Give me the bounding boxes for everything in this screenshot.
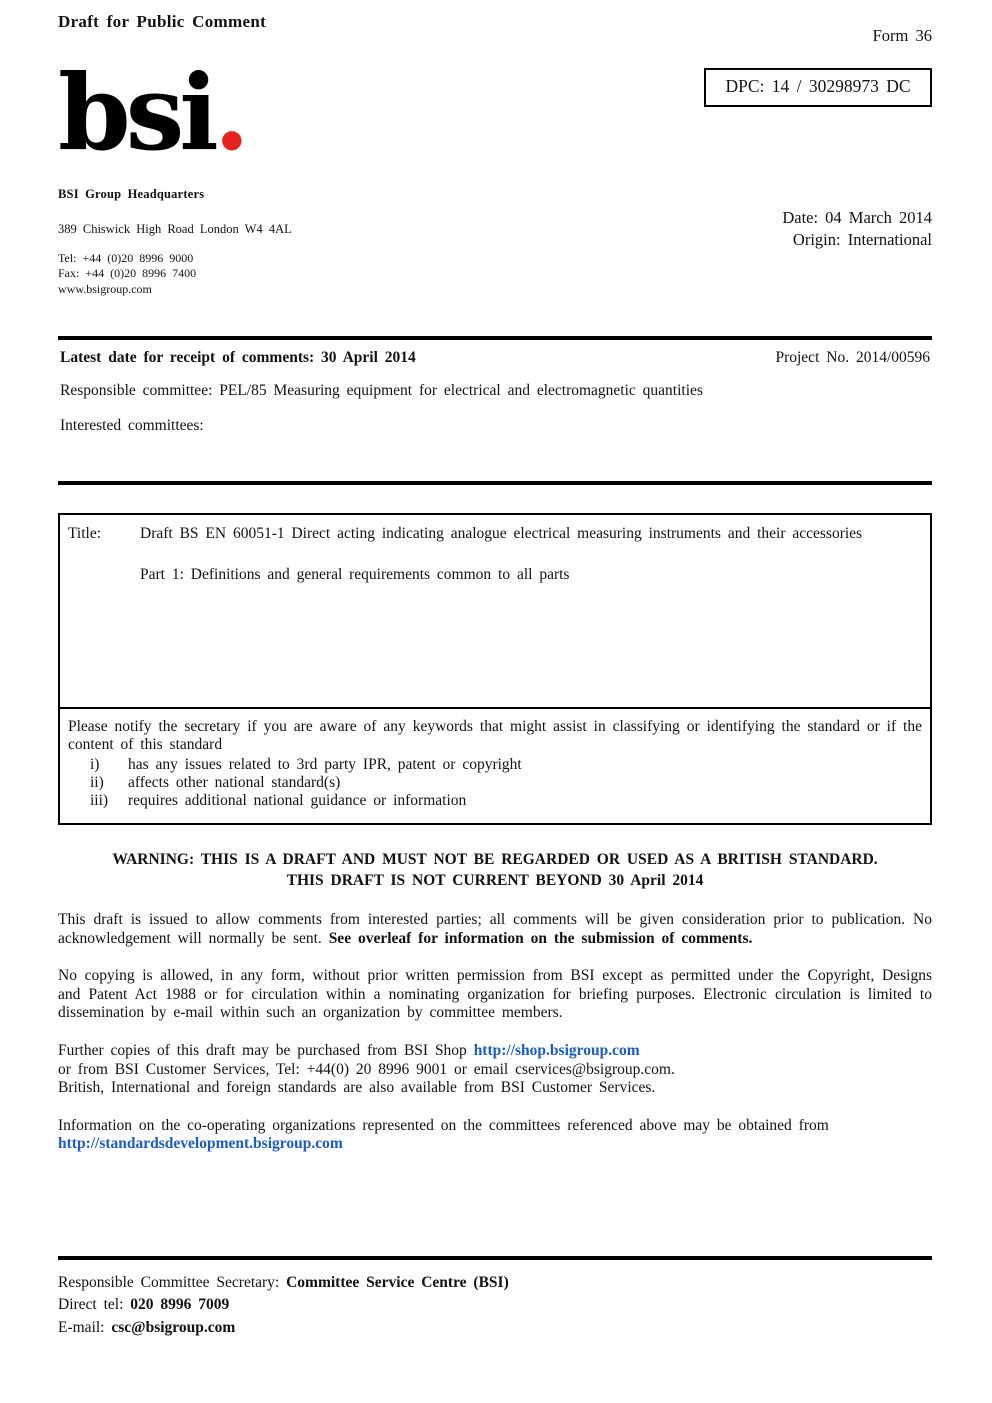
keywords-list — [68, 756, 922, 810]
paragraph-text: Information on the co-operating organizations represented on the committees referenced above may be obtained from — [58, 1116, 829, 1134]
standard-title-line: Draft BS EN 60051-1 Direct acting indicating analogue electrical measuring instruments and their accessories — [140, 524, 863, 542]
keywords-notify-box — [58, 707, 932, 825]
see-overleaf-bold-text: See overleaf for information on the submission of comments. — [328, 929, 753, 947]
bsi-logo-red-dot: . — [213, 51, 245, 174]
meta-column — [704, 64, 932, 298]
warning-line-1: WARNING: THIS IS A DRAFT AND MUST NOT BE REGARDED OR USED AS A BRITISH STANDARD. — [112, 850, 878, 868]
latest-date-for-comments: Latest date for receipt of comments: 30 April 2014 — [60, 348, 416, 366]
email-label: E-mail: — [58, 1318, 112, 1336]
interested-committees: Interested committees: — [60, 416, 204, 434]
list-item — [68, 792, 922, 810]
title-content — [140, 525, 862, 584]
secretary-label: Responsible Committee Secretary: — [58, 1273, 287, 1291]
hq-title: BSI Group Headquarters — [58, 186, 205, 201]
direct-tel-value: 020 8996 7009 — [130, 1296, 230, 1314]
further-copies-line-1 — [58, 1042, 932, 1061]
warning-line-2: THIS DRAFT IS NOT CURRENT BEYOND 30 April 2014 — [286, 872, 704, 890]
title-label: Title: — [68, 524, 102, 542]
paragraph-further-copies — [58, 1042, 932, 1098]
further-copies-line-2: or from BSI Customer Services, Tel: +44(0) 20 8996 9001 or email cservices@bsigroup.com. — [58, 1060, 675, 1078]
title-row — [68, 525, 922, 584]
list-item-marker: iii) — [90, 791, 109, 809]
draft-warning — [58, 849, 932, 892]
responsible-committee: Responsible committee: PEL/85 Measuring equipment for electrical and electromagnetic quantities — [60, 381, 703, 399]
divider-bar-middle — [58, 481, 932, 485]
hq-address: 389 Chiswick High Road London W4 4AL — [58, 221, 292, 236]
list-item — [68, 756, 922, 774]
hq-fax: Fax: +44 (0)20 8996 7400 — [58, 266, 197, 281]
footer-section — [58, 1260, 932, 1339]
comments-info-section — [58, 340, 932, 481]
latest-date-row — [60, 349, 930, 367]
footer-spacer — [58, 1154, 932, 1256]
bsi-info-column — [58, 51, 292, 298]
paragraph-cooperating-orgs — [58, 1117, 932, 1154]
project-number: Project No. 2014/00596 — [775, 348, 930, 366]
further-copies-line-3: British, International and foreign standards are also available from BSI Customer Services. — [58, 1079, 656, 1097]
page-header — [58, 12, 932, 46]
list-item-text: requires additional national guidance or information — [128, 791, 467, 809]
paragraph-no-copying: No copying is allowed, in any form, without prior written permission from BSI except as permitted under the Copyright, Designs and Patent Act 1988 or for circulation within a nominating organization for briefing purposes. Electronic circulation is limited to dissemination by e-mail within such an organization by committee members. — [58, 967, 932, 1022]
direct-tel-line — [58, 1294, 932, 1316]
list-item-marker: ii) — [90, 773, 104, 791]
hq-contact-block — [58, 251, 292, 298]
list-item-text: has any issues related to 3rd party IPR, patent or copyright — [128, 755, 522, 773]
form-number: Form 36 — [872, 26, 932, 45]
email-line — [58, 1317, 932, 1339]
date-line: Date: 04 March 2014 — [782, 208, 932, 227]
bsi-logo — [58, 51, 292, 174]
direct-tel-label: Direct tel: — [58, 1296, 131, 1314]
standards-development-link[interactable]: http://standardsdevelopment.bsigroup.com — [58, 1135, 343, 1153]
date-origin-block — [704, 207, 932, 252]
title-box — [58, 513, 932, 709]
top-section — [58, 51, 932, 298]
origin-line: Origin: International — [792, 230, 932, 250]
dpc-number-box: DPC: 14 / 30298973 DC — [704, 68, 932, 107]
list-item-text: affects other national standard(s) — [128, 773, 341, 791]
hq-tel: Tel: +44 (0)20 8996 9000 — [58, 250, 194, 265]
paragraph-comments-issued — [58, 911, 932, 948]
list-item-marker: i) — [90, 755, 100, 773]
bsi-shop-link[interactable]: http://shop.bsigroup.com — [473, 1041, 640, 1059]
standard-part-line: Part 1: Definitions and general requirements common to all parts — [140, 565, 570, 583]
bsi-logo-text: bsi — [58, 51, 214, 174]
paragraph-text: Further copies of this draft may be purchased from BSI Shop — [58, 1041, 474, 1059]
draft-for-public-comment-label: Draft for Public Comment — [58, 12, 267, 31]
keywords-intro: Please notify the secretary if you are aware of any keywords that might assist in classifying or identifying the standard or if the content of this standard — [68, 717, 922, 753]
secretary-line — [58, 1272, 932, 1294]
hq-website: www.bsigroup.com — [58, 281, 152, 296]
list-item — [68, 774, 922, 792]
email-value: csc@bsigroup.com — [111, 1318, 236, 1336]
paragraph-text: This draft is issued to allow comments from interested parties; all comments will be given consideration prior to publication. No acknowledgement will normally be sent. — [58, 910, 932, 947]
secretary-value: Committee Service Centre (BSI) — [286, 1273, 509, 1291]
